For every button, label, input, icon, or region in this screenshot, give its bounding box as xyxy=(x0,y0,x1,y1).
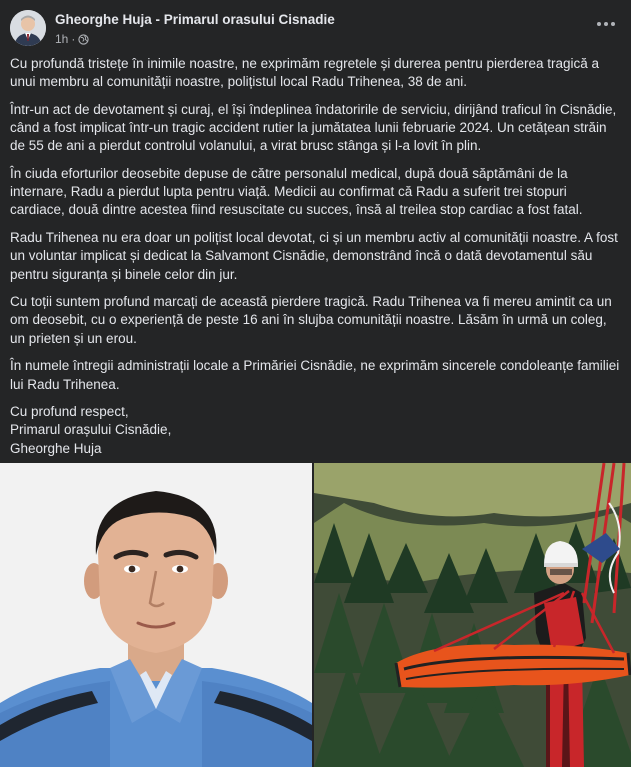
more-options-icon[interactable] xyxy=(593,14,619,34)
post-paragraph: În ciuda eforturilor deosebite depuse de către personalul medical, după două săptămâni de la internare, Radu a pierdut lupta pentru viață. Medicii au confirmat că Radu a suferit trei stopuri cardiace, două dintre acestea fiind resuscitate cu succes, însă al treilea stop cardiac a fost fatal. xyxy=(10,166,583,218)
avatar-image xyxy=(10,10,46,46)
post-meta xyxy=(55,32,89,46)
author-avatar[interactable] xyxy=(10,10,46,46)
post-paragraph: Într-un act de devotament și curaj, el își îndeplinea îndatoririle de serviciu, dirijând traficul în Cisnădie, când a fost implicat într-un tragic accident rutier la jumătatea lunii februarie 2024. Un cetățean străin de 55 de ani a pierdut controlul volanului, a virat brusc stânga și l-a lovit în plin. xyxy=(10,101,617,154)
signature-line: Gheorghe Huja xyxy=(10,440,102,456)
rescue-photo[interactable] xyxy=(314,463,631,767)
post-paragraph: Radu Trihenea nu era doar un polițist local devotat, ci și un membru activ al comunității noastre. A fost un voluntar implicat și dedicat la Salvamont Cisnădie, demonstrând încă o dată devotamentul său pentru siguranța și binele celor din jur. xyxy=(10,230,618,282)
post-header xyxy=(0,0,631,52)
signature-line: Primarul orașului Cisnădie, xyxy=(10,422,172,438)
post-paragraph: Cu toții suntem profund marcați de această pierdere tragică. Radu Trihenea va fi mereu amintit ca un om deosebit, cu o experiență de peste 16 ani în slujba comunității noastre. Lăsăm în urmă un coleg, un prieten și un erou. xyxy=(10,294,612,346)
post-photos xyxy=(0,463,631,767)
signature-line: Cu profund respect, xyxy=(10,404,129,420)
post-signature xyxy=(10,403,621,458)
meta-separator: · xyxy=(71,32,76,46)
portrait-photo[interactable] xyxy=(0,463,312,767)
post-timestamp[interactable]: 1h xyxy=(55,32,69,46)
author-name[interactable]: Gheorghe Huja - Primarul orasului Cisnadie xyxy=(55,12,335,27)
post-paragraph: Cu profundă tristețe în inimile noastre, ne exprimăm regretele și durerea pentru pierderea tragică a unui membru al comunității noastre, polițistul local Radu Trihenea, 38 de ani. xyxy=(10,56,600,90)
post-paragraph: În numele întregii administrații locale a Primăriei Cisnădie, ne exprimăm sincerele condoleanțe familiei lui Radu Trihenea. xyxy=(10,358,620,392)
post-body xyxy=(10,55,621,458)
globe-icon[interactable] xyxy=(78,34,89,45)
